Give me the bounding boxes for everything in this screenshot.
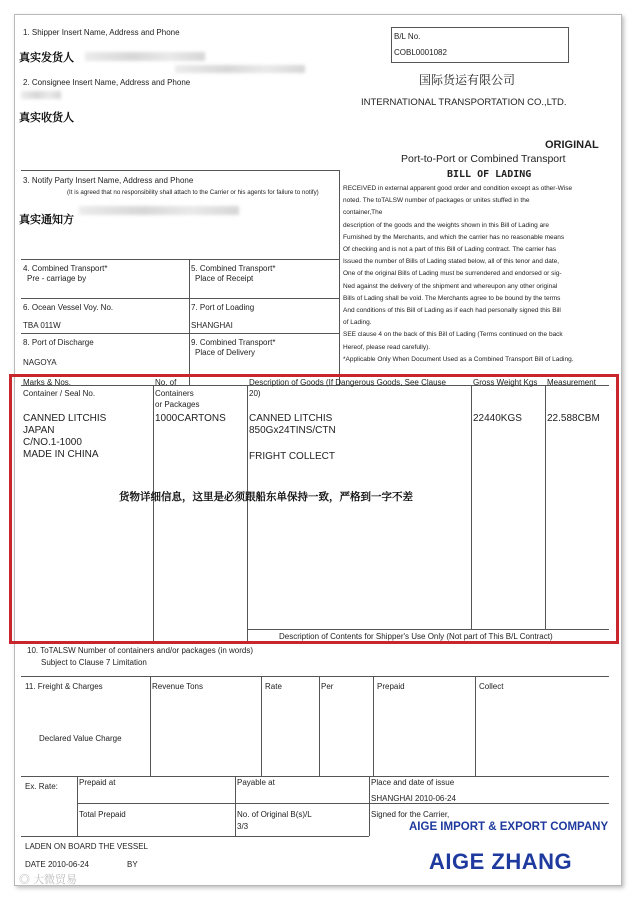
laden-label: LADEN ON BOARD THE VESSEL (25, 842, 148, 851)
notify-label: 3. Notify Party Insert Name, Address and Phone (23, 176, 194, 185)
carrier-signature: AIGE ZHANG (429, 849, 573, 874)
receipt-label: 5. Combined Transport* (191, 264, 276, 273)
total-label: 10. ToTALSW Number of containers and/or packages (in words) (27, 646, 254, 655)
gross-weight-value: 22440KGS (473, 413, 522, 424)
rate-label: Rate (265, 682, 282, 691)
measurement-value: 22.588CBM (547, 413, 600, 424)
loading-value: SHANGHAI (191, 321, 233, 330)
total-prepaid-label: Total Prepaid (79, 810, 126, 819)
discharge-value: NAGOYA (23, 358, 57, 367)
description-header-1: Description of Goods (If Dangerous Goods, See Clause (249, 378, 446, 387)
original-stamp: ORIGINAL (545, 139, 599, 151)
notify-redacted (79, 206, 239, 215)
marks-header-1: Marks & Nos. (23, 378, 72, 387)
notify-note: 真实通知方 (19, 214, 74, 226)
loading-label: 7. Port of Loading (191, 303, 255, 312)
declared-value-label: Declared Value Charge (39, 734, 122, 743)
prepaid-at-label: Prepaid at (79, 778, 116, 787)
discharge-label: 8. Port of Discharge (23, 338, 94, 347)
consignee-note: 真实收货人 (19, 112, 74, 124)
payable-at-label: Payable at (237, 778, 275, 787)
consignee-label: 2. Consignee Insert Name, Address and Phone (23, 78, 191, 87)
doc-subtitle: Port-to-Port or Combined Transport (401, 153, 566, 165)
company-name-cn: 国际货运有限公司 (419, 73, 516, 87)
vessel-label: 6. Ocean Vessel Voy. No. (23, 303, 114, 312)
revenue-tons-label: Revenue Tons (152, 682, 203, 691)
place-of-receipt-label: Place of Receipt (195, 274, 254, 283)
packages-header-1: No. of (155, 378, 177, 387)
company-name-en: INTERNATIONAL TRANSPORTATION CO.,LTD. (361, 97, 567, 108)
shipper-note: 真实发货人 (19, 52, 74, 64)
place-date-label: Place and date of issue (371, 778, 455, 787)
description-values: CANNED LITCHIS 850Gx24TINS/CTN (249, 413, 336, 436)
place-of-delivery-label: Place of Delivery (195, 348, 256, 357)
bl-label: B/L No. (394, 32, 421, 41)
pre-carriage-label: Pre - carriage by (27, 274, 87, 283)
doc-title: BILL OF LADING (447, 169, 532, 180)
signed-for-label: Signed for the Carrier, (371, 810, 450, 819)
collect-label: Collect (479, 682, 504, 691)
description-header-2: 20) (249, 389, 261, 398)
vessel-value: TBA 011W (23, 321, 61, 330)
company-signature: AIGE IMPORT & EXPORT COMPANY (409, 821, 609, 833)
packages-header-2: Containers (155, 389, 194, 398)
freight-charges-label: 11. Freight & Charges (25, 682, 103, 691)
terms-text: RECEIVED in external apparent good order and condition except as other-Wise noted. The toTALSW number of packages or unites stuffed in the container,The description of the goods and the weights shown in this Bill of Lading are Furnished by the Merchants, and which the carrier has no reasonable means Of checking and is not a part of this Bill of Lading contract. The carrier has Issued the number of Bills of Lading stated below, all of this tenor and date, One of the original Bills of Lading must be surrendered and endorsed or sig- Ned against the delivery of the shipment and whereupon any other original Bills of Lading shall be void. The Merchants agree to be bound by the terms And conditions of this Bill of Lading as if each had personally signed this Bill of Lading. SEE clause 4 on the back of this Bill of Lading (Terms continued on the back Hereof, please read carefully). *Applicable Only When Document Used as a Combined Transport Bill of Lading. (343, 185, 574, 363)
watermark: ◎ 大微贸易 (19, 874, 78, 886)
freight-note: FRIGHT COLLECT (249, 451, 335, 462)
shipper-label: 1. Shipper Insert Name, Address and Phone (23, 28, 180, 37)
shipper-use-note: Description of Contents for Shipper's Use Only (Not part of This B/L Contract) (279, 632, 553, 641)
goods-highlight-box (9, 374, 619, 644)
originals-label: No. of Original B(s)/L (237, 810, 312, 819)
weight-header: Gross Weight Kgs (473, 378, 538, 387)
consignee-redacted (21, 91, 61, 99)
packages-value: 1000CARTONS (155, 413, 226, 424)
total-sublabel: Subject to Clause 7 Limitation (41, 658, 147, 667)
originals-value: 3/3 (237, 822, 249, 831)
place-date-value: SHANGHAI 2010-06-24 (371, 794, 456, 803)
watermark-icon: ◎ (19, 874, 30, 886)
laden-date: DATE 2010-06-24 (25, 860, 89, 869)
goods-annotation: 货物详细信息，这里是必须跟船东单保持一致，严格到一字不差 (119, 491, 413, 503)
by-label: BY (127, 860, 138, 869)
marks-values: CANNED LITCHIS JAPAN C/NO.1-1000 MADE IN CHINA (23, 413, 107, 460)
notify-subnote: (It is agreed that no responsibility shall attach to the Carrier or his agents for failure to notify) (67, 189, 319, 196)
per-label: Per (321, 682, 334, 691)
delivery-label: 9. Combined Transport* (191, 338, 276, 347)
shipper-redacted-2 (175, 65, 305, 73)
combined-transport-label: 4. Combined Transport* (23, 264, 108, 273)
bl-number: COBL0001082 (394, 48, 447, 57)
prepaid-label: Prepaid (377, 682, 405, 691)
bl-number-box (391, 27, 569, 63)
ex-rate-label: Ex. Rate: (25, 782, 58, 791)
marks-header-2: Container / Seal No. (23, 389, 96, 398)
shipper-redacted (85, 52, 205, 61)
measurement-header: Measurement (547, 378, 596, 387)
packages-header-3: or Packages (155, 400, 200, 409)
